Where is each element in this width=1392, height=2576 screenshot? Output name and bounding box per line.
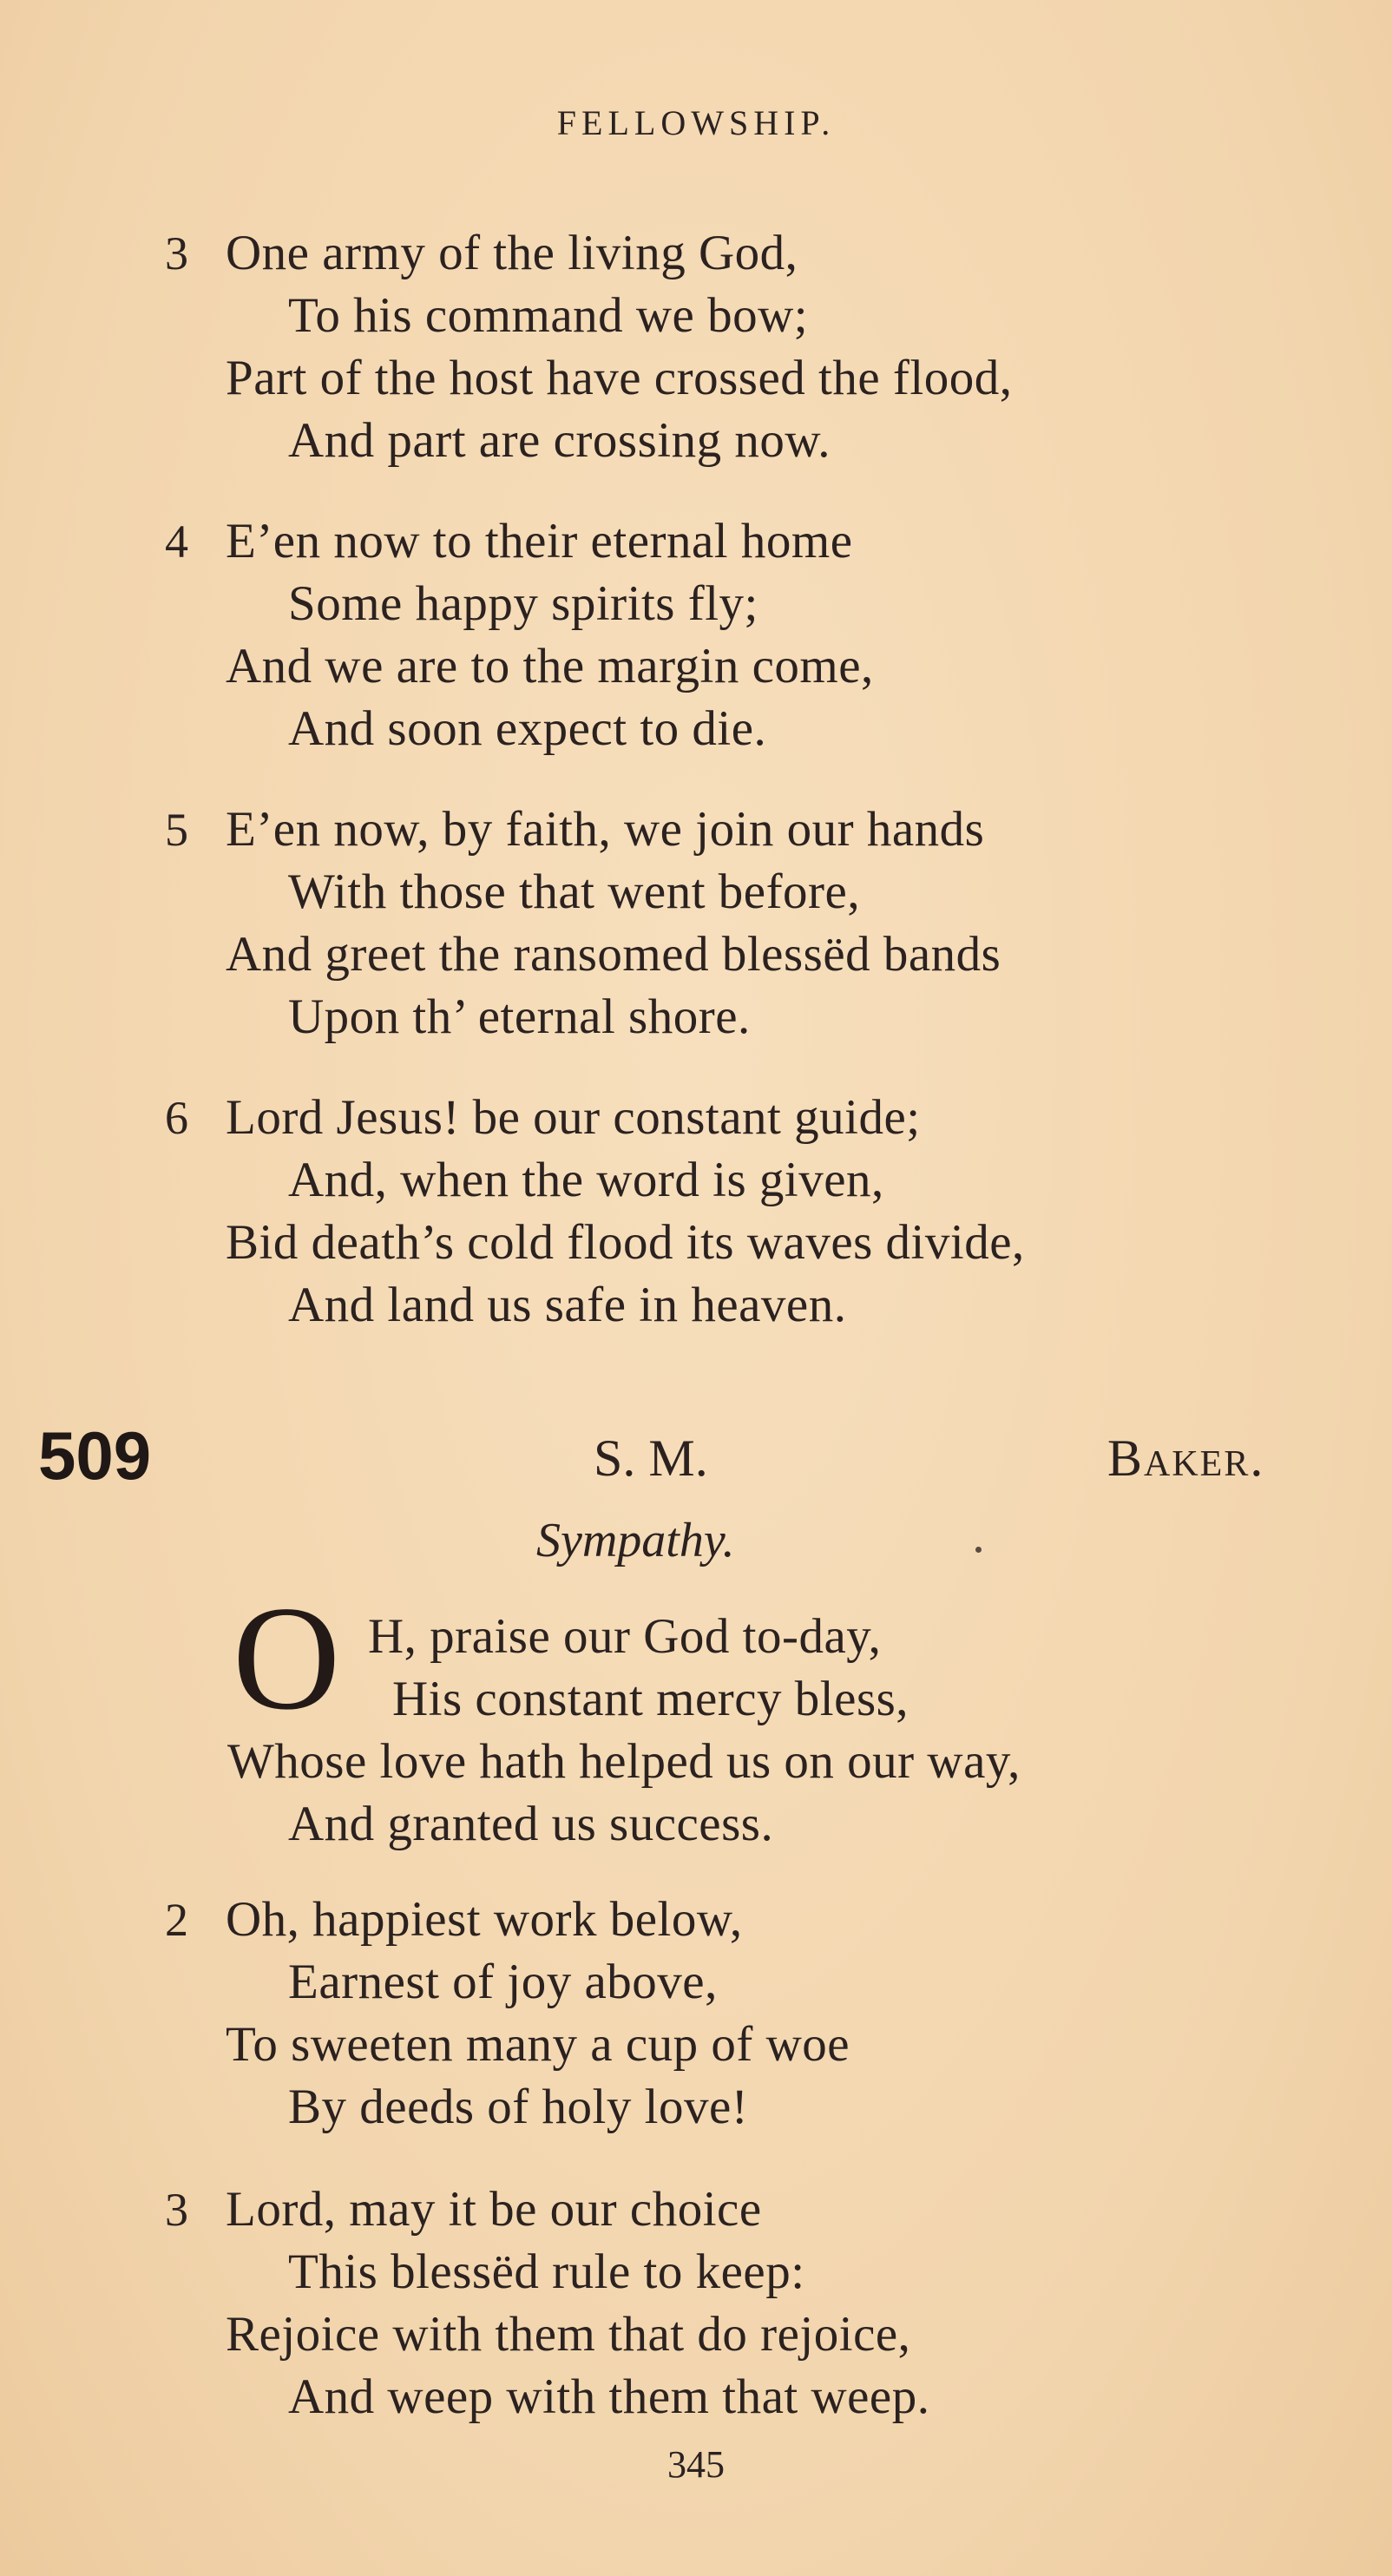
verse-line: Some happy spirits fly; <box>288 576 758 631</box>
verse-line: E’en now, by faith, we join our hands <box>226 802 985 857</box>
verse-line: And granted us success. <box>288 1797 774 1851</box>
verse-line: Lord, may it be our choice <box>226 2182 762 2237</box>
verse-line: E’en now to their eternal home <box>226 514 853 568</box>
verse-line: And part are crossing now. <box>288 413 831 468</box>
verse-line: To sweeten many a cup of woe <box>226 2017 850 2072</box>
hymn-tune: Baker. <box>1107 1429 1265 1487</box>
verse-line: His constant mercy bless, <box>392 1672 909 1726</box>
page-number: 345 <box>667 2443 725 2486</box>
verse-line: And land us safe in heaven. <box>288 1278 847 1332</box>
verse-number: 2 <box>165 1894 188 1946</box>
verse-line: Upon th’ eternal shore. <box>288 989 751 1044</box>
verse-line: Part of the host have crossed the flood, <box>226 351 1013 405</box>
verse-line: This blessëd rule to keep: <box>288 2244 805 2299</box>
verse-number: 3 <box>165 2184 188 2236</box>
hymn-subject: Sympathy. <box>536 1514 735 1567</box>
verse-line: H, praise our God to-day, <box>368 1609 882 1664</box>
verse-number: 3 <box>165 227 188 279</box>
verse-line: Lord Jesus! be our constant guide; <box>226 1090 921 1145</box>
verse-number: 6 <box>165 1092 188 1144</box>
verse-number: 5 <box>165 804 188 856</box>
verse-line: Oh, happiest work below, <box>226 1892 743 1947</box>
drop-cap: O <box>233 1576 341 1741</box>
verse-line: Whose love hath helped us on our way, <box>227 1734 1021 1789</box>
verse-line: And soon expect to die. <box>288 701 767 756</box>
hymn-number: 509 <box>38 1417 152 1494</box>
verse-line: Bid death’s cold flood its waves divide, <box>226 1215 1025 1270</box>
verse-line: By deeds of holy love! <box>288 2080 749 2134</box>
ink-speck <box>975 1547 982 1553</box>
verse-number: 4 <box>165 516 188 568</box>
verse-line: And, when the word is given, <box>288 1153 884 1207</box>
verse-line: Earnest of joy above, <box>288 1955 718 2009</box>
verse-line: And greet the ransomed blessëd bands <box>226 927 1001 982</box>
verse-line: And we are to the margin come, <box>226 639 874 693</box>
verse-line: Rejoice with them that do rejoice, <box>226 2307 911 2362</box>
hymn-meter: S. M. <box>594 1429 708 1487</box>
verse-line: To his command we bow; <box>288 288 809 343</box>
verse-line: And weep with them that weep. <box>288 2369 930 2424</box>
verse-line: One army of the living God, <box>226 226 798 280</box>
verse-line: With those that went before, <box>288 864 861 919</box>
running-head: FELLOWSHIP. <box>556 103 836 142</box>
